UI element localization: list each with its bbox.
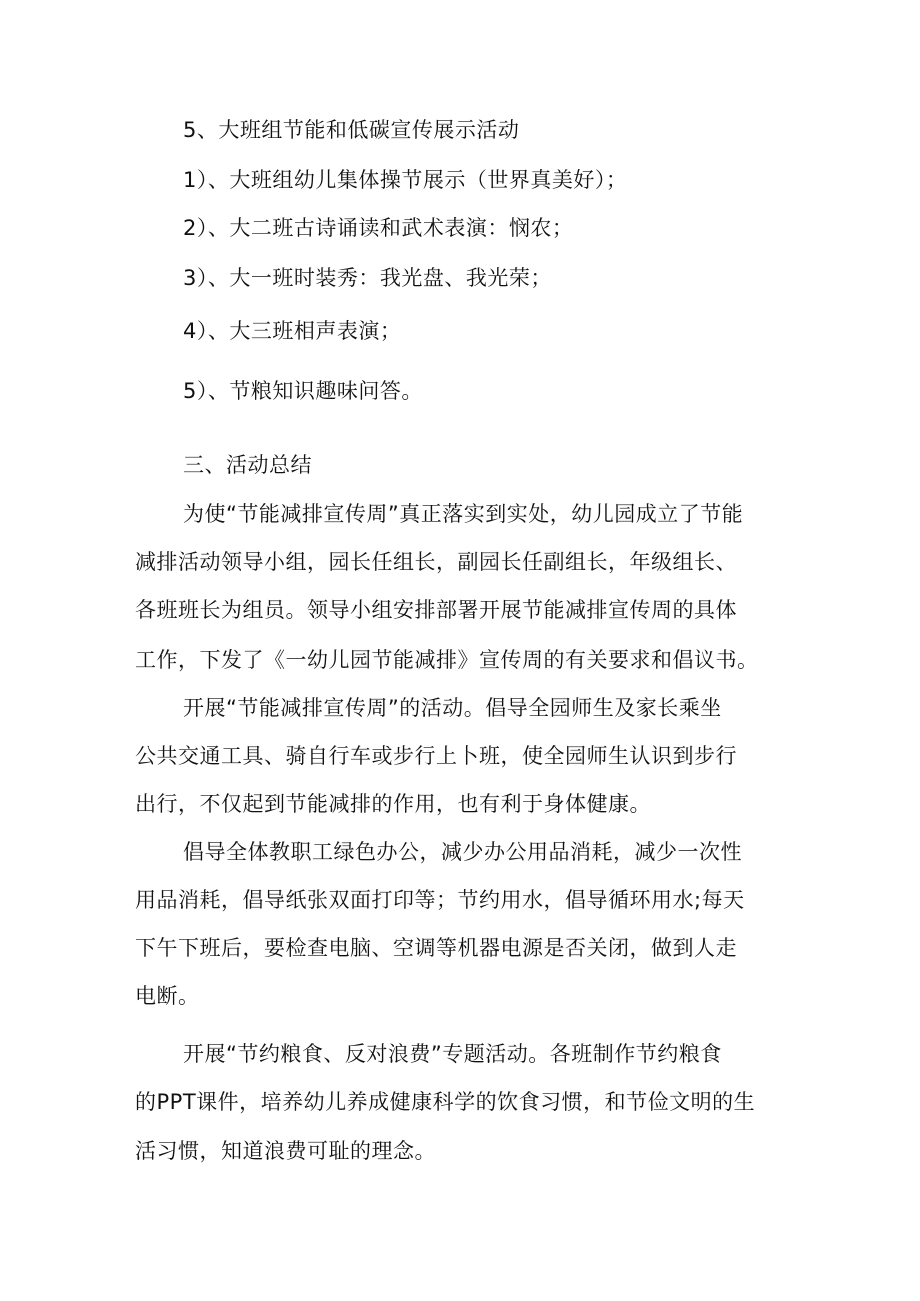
paragraph-line: 公共交通工具、骑自行车或步行上卜班，使全园师生认识到步行: [135, 744, 737, 768]
paragraph-line: 倡导全体教职工绿色办公，减少办公用品消耗，减少一次性: [183, 840, 742, 864]
section-5-title: 5、大班组节能和低碳宣传展示活动: [183, 118, 520, 142]
paragraph-line: 工作，下发了《一幼儿园节能减排》宣传周的有关要求和倡议书。: [135, 648, 759, 672]
paragraph-line: 活习惯，知道浪费可耻的理念。: [135, 1139, 436, 1163]
paragraph-line: 下午下班后，要检查电脑、空调等机器电源是否关闭，做到人走: [135, 936, 737, 960]
list-item-1: 1）、大班组幼儿集体操节展示（世界真美好）；: [183, 168, 628, 192]
paragraph-line: 各班班长为组员。领导小组安排部署开展节能减排宣传周的具体: [135, 598, 737, 622]
list-item-4: 4）、大三班相声表演；: [183, 319, 402, 343]
paragraph-line: 为使“节能减排宣传周”真正落实到实处，幼儿园成立了节能: [183, 502, 744, 526]
list-item-5: 5）、节粮知识趣味问答。: [183, 379, 423, 403]
summary-heading: 三、活动总结: [183, 453, 312, 477]
list-item-2: 2）、大二班古诗诵读和武术表演：悯农；: [183, 216, 574, 240]
paragraph-line: 开展“节能减排宣传周”的活动。倡导全园师生及家长乘坐: [183, 696, 722, 720]
paragraph-line: 开展“节约粮食、反对浪费”专题活动。各班制作节约粮食: [183, 1042, 722, 1066]
paragraph-line: 用品消耗，倡导纸张双面打印等；节约用水，倡导循环用水;每天: [135, 888, 745, 912]
paragraph-line: 出行，不仅起到节能减排的作用，也有利于身体健康。: [135, 792, 651, 816]
paragraph-line: 电断。: [135, 984, 200, 1008]
list-item-3: 3）、大一班时装秀：我光盘、我光荣；: [183, 266, 552, 290]
paragraph-line: 的PPT课件，培养幼儿养成健康科学的饮食习惯，和节俭文明的生: [135, 1090, 756, 1114]
paragraph-line: 减排活动领导小组，园长任组长，副园长任副组长，年级组长、: [135, 550, 737, 574]
